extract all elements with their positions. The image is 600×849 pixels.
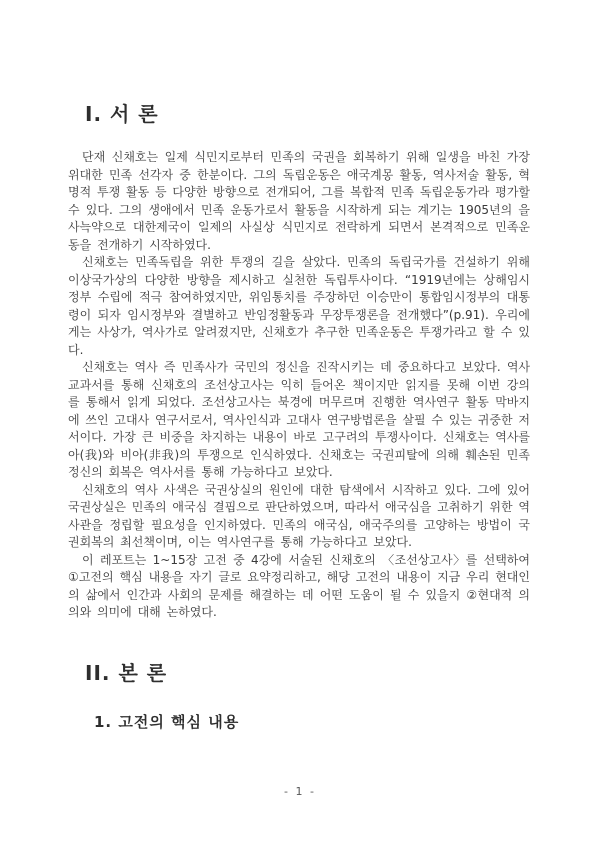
section-heading-intro: I. 서 론 [85, 102, 159, 126]
intro-paragraph-4: 신채호의 역사 사색은 국권상실의 원인에 대한 탐색에서 시작하고 있다. 그에 있어 국권상실은 민족의 애국심 결핍으로 판단하였으며, 따라서 애국심을 고취하기 위한 역사관을 정립할 필요성을 인지하였다. 민족의 애국심, 애국주의를 고양하는 방법이 국권회복의 최선책이며, 이는 역사연구를 통해 가능하다고 보았다. [68, 482, 530, 549]
intro-paragraph-5: 이 레포트는 1~15장 고전 중 4강에 서술된 신채호의 〈조선상고사〉를 선택하여 ①고전의 핵심 내용을 자기 글로 요약정리하고, 해당 고전의 내용이 지금 우리 현대인의 삶에서 인간과 사회의 문제를 해결하는 데 어떤 도움이 될 수 있을지 ②현대적 의의와 의미에 대해 논하였다. [68, 552, 530, 619]
intro-body-text [68, 149, 530, 622]
subsection-heading: 1. 고전의 핵심 내용 [94, 713, 240, 731]
section-heading-main: II. 본 론 [85, 661, 168, 685]
page-footer [0, 785, 600, 798]
intro-paragraph-1: 단재 신채호는 일제 식민지로부터 민족의 국권을 회복하기 위해 일생을 바친 가장 위대한 민족 선각자 중 한분이다. 그의 독립운동은 애국계몽 활동, 역사저술 활동, 혁명적 투쟁 활동 등 다양한 방향으로 전개되어, 그를 복합적 민족 독립운동가라 평가할 수 있다. 그의 생애에서 민족 운동가로서 활동을 시작하게 되는 계기는 1905년의 을사늑약으로 대한제국이 일제의 사실상 식민지로 전락하게 되면서 본격적으로 민족운동을 전개하기 시작하였다. [68, 150, 530, 252]
intro-paragraph-2: 신채호는 민족독립을 위한 투쟁의 길을 살았다. 민족의 독립국가를 건설하기 위해 이상국가상의 다양한 방향을 제시하고 실천한 독립투사이다. “1919년에는 상해임시정부 수립에 적극 참여하였지만, 위임통치를 주장하던 이승만이 통합임시정부의 대통령이 되자 임시정부와 결별하고 반임정활동과 무장투쟁론을 전개했다”(p.91). 우리에게는 사상가, 역사가로 알려졌지만, 신채호가 추구한 민족운동은 투쟁가라고 할 수 있다. [68, 255, 530, 357]
intro-paragraph-3: 신채호는 역사 즉 민족사가 국민의 정신을 진작시키는 데 중요하다고 보았다. 역사교과서를 통해 신채호의 조선상고사는 익히 들어온 책이지만 읽지를 못해 이번 강의를 통해서 읽게 되었다. 조선상고사는 북경에 머무르며 진행한 역사연구 활동 막바지에 쓰인 고대사 연구서로서, 역사인식과 고대사 연구방법론을 살필 수 있는 귀중한 저서이다. 가장 큰 비중을 차지하는 내용이 바로 고구려의 투쟁사이다. 신채호는 역사를 아(我)와 비아(非我)의 투쟁으로 인식하였다. 신채호는 국권피탈에 의해 훼손된 민족정신의 회복은 역사서를 통해 가능하다고 보았다. [68, 360, 530, 479]
page-number: - 1 - [284, 785, 316, 798]
